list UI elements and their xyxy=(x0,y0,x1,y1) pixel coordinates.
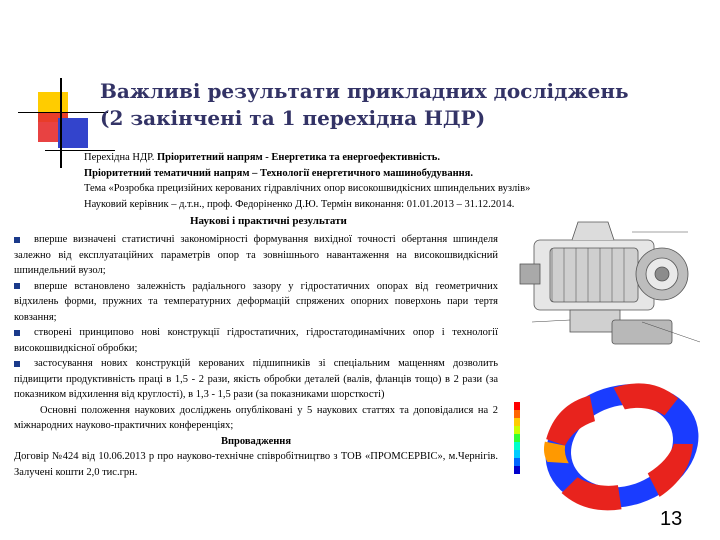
bullet-text: застосування нових конструкцій керованих підшипників зі спеціальним мащенням дозволить підвищити продуктивність праці в 1,5 - 2 рази, якість обробки деталей (валів, фланців тощо) в 2 рази (за показником відхилення від круглості), в 1,3 - 1,5 рази (за показниками шорсткості) xyxy=(14,358,498,400)
bullet-icon xyxy=(14,361,20,367)
implementation-text: Договір №424 від 10.06.2013 р про науково-технічне співробітництво з ТОВ «ПРОМСЕРВІС», м.Чернігів. Залучені кошти 2,0 тис.грн. xyxy=(14,451,498,478)
project-type: Перехідна НДР. xyxy=(84,152,157,163)
implementation-heading: Впровадження xyxy=(220,435,292,447)
list-item xyxy=(14,232,498,279)
project-topic: Тема «Розробка прецизійних керованих гідравлічних опор високошвидкісних шпиндельних вузлів» xyxy=(84,183,531,194)
page-number: 13 xyxy=(660,508,683,530)
list-item xyxy=(14,279,498,326)
bullet-text: вперше визначені статистичні закономірності формування вихідної точності обертання шпинделя залежно від експлуатаційних параметрів опор та зовнішнього навантаження на високошвидкісний шпиндельний вузол; xyxy=(14,234,498,276)
decor-vertical-line xyxy=(60,78,62,168)
list-item xyxy=(14,356,498,403)
project-supervisor: Науковий керівник – д.т.н., проф. Федоріненко Д.Ю. Термін виконання: 01.01.2013 – 31.12.2014. xyxy=(84,198,515,210)
decor-horizontal-line xyxy=(18,112,108,113)
stress-simulation-image xyxy=(512,366,708,516)
thematic-direction: Пріоритетний тематичний напрям – Технології енергетичного машинобудування. xyxy=(84,167,473,179)
list-item xyxy=(14,325,498,356)
spindle-assembly-drawing xyxy=(512,212,708,362)
bullet-text: вперше встановлено залежність радіального зазору у гідростатичних опорах від геометричних відхилень форми, пружних та температурних деформацій спряжених опорних поверхонь пари тертя ковзання; xyxy=(14,280,498,323)
priority-direction: Пріоритетний напрям - Енергетика та енергоефективність. xyxy=(156,152,440,163)
bullet-text: створені принципово нові конструкції гідростатичних, гідростатодинамічних опор і технології високошвидкісної обробки; xyxy=(14,327,498,354)
slide-title-line1: Важливі результати прикладних досліджень xyxy=(100,79,629,103)
bullet-icon xyxy=(14,283,20,289)
bullet-icon xyxy=(14,237,20,243)
bullet-icon xyxy=(14,330,20,336)
decor-blue-square xyxy=(58,118,88,148)
project-header xyxy=(84,150,704,212)
slide-title-line2: (2 закінчені та 1 перехідна НДР) xyxy=(100,106,486,130)
publications-text: Основні положення наукових досліджень опубліковані у 5 наукових статтях та доповідалися на 2 міжнародних науково-практичних конференціях; xyxy=(14,404,498,431)
slide-title xyxy=(100,78,700,132)
results-body xyxy=(14,232,498,480)
results-heading: Наукові і практичні результати xyxy=(190,215,347,227)
